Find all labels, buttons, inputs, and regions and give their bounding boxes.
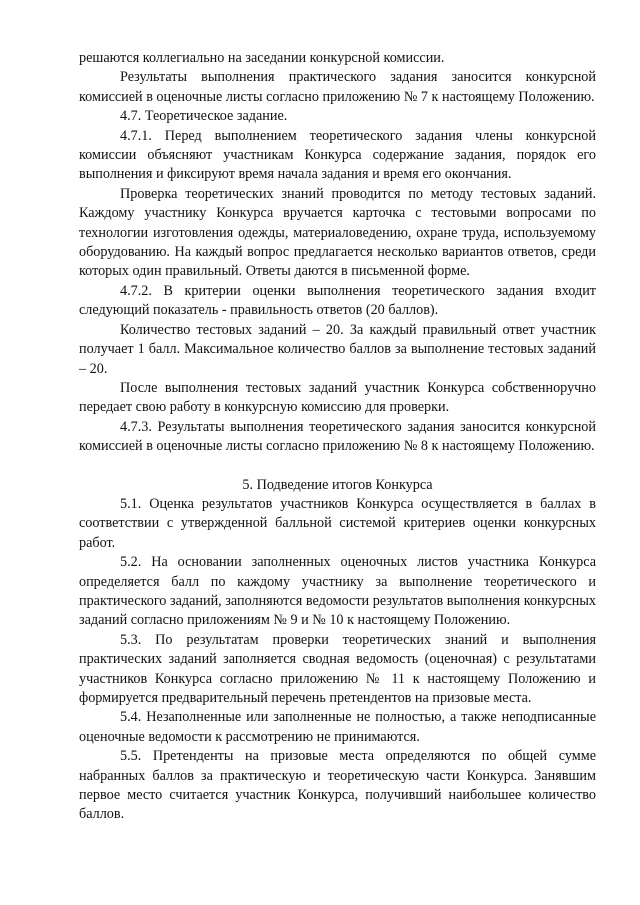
paragraph-5-3: 5.3. По результатам проверки теоретических знаний и выполнения практических заданий заполняется сводная ведомость (оценочная) с результатами участников Конкурса согласно приложению № 11 к настоящему Положению и формируется предварительный перечень претендентов на призовые места. [79, 631, 596, 706]
paragraph-5-2: 5.2. На основании заполненных оценочных листов участника Конкурса определяется балл по каждому участнику за выполнение теоретического и практического заданий, заполняются ведомости результатов выполнения конкурсных заданий согласно приложениям № 9 и № 10 к настоящему Положению. [79, 554, 596, 629]
paragraph-5-4: 5.4. Незаполненные или заполненные не полностью, а также неподписанные оценочные ведомости к рассмотрению не принимаются. [79, 709, 596, 745]
paragraph-4-7-3: 4.7.3. Результаты выполнения теоретического задания заносится конкурсной комиссией в оценочные листы согласно приложению № 8 к настоящему Положению. [79, 418, 596, 455]
paragraph-5-1: 5.1. Оценка результатов участников Конкурса осуществляется в баллах в соответствии с утвержденной балльной системой критериев оценки конкурсных работ. [79, 495, 596, 551]
paragraph-4-7-1: 4.7.1. Перед выполнением теоретического задания члены конкурсной комиссии объясняют участникам Конкурса содержание задания, порядок его выполнения и фиксируют время начала задания и время его окончания. [79, 127, 596, 183]
paragraph-practical-results: Результаты выполнения практического задания заносится конкурсной комиссией в оценочные листы согласно приложению № 7 к настоящему Положению. [79, 69, 596, 105]
paragraph-test-count: Количество тестовых заданий – 20. За каждый правильный ответ участник получает 1 балл. Максимальное количество баллов за выполнение тестовых заданий – 20. [79, 321, 596, 377]
paragraph-4-7-2: 4.7.2. В критерии оценки выполнения теоретического задания входит следующий показатель - правильность ответов (20 баллов). [79, 282, 596, 319]
paragraph-continuation: решаются коллегиально на заседании конкурсной комиссии. [79, 50, 445, 66]
paragraph-after-tests: После выполнения тестовых заданий участник Конкурса собственноручно передает свою работу в конкурсную комиссию для проверки. [79, 379, 596, 416]
paragraph-5-5: 5.5. Претенденты на призовые места определяются по общей сумме набранных баллов за практическую и теоретическую части Конкурса. Занявшим первое место считается участник Конкурса, получивший наибольшее количество баллов. [79, 748, 596, 823]
paragraph-4-7: 4.7. Теоретическое задание. [120, 108, 288, 125]
document-page [79, 49, 596, 825]
paragraph-theory-check: Проверка теоретических знаний проводится по методу тестовых заданий. Каждому участнику Конкурса вручается карточка с тестовыми вопросами по технологии изготовления одежды, материаловедению, охране труда, используемому оборудованию. На каждый вопрос предлагается несколько вариантов ответов, среди которых один правильный. Ответы даются в письменной форме. [79, 185, 596, 280]
section-heading: 5. Подведение итогов Конкурса [242, 476, 433, 493]
